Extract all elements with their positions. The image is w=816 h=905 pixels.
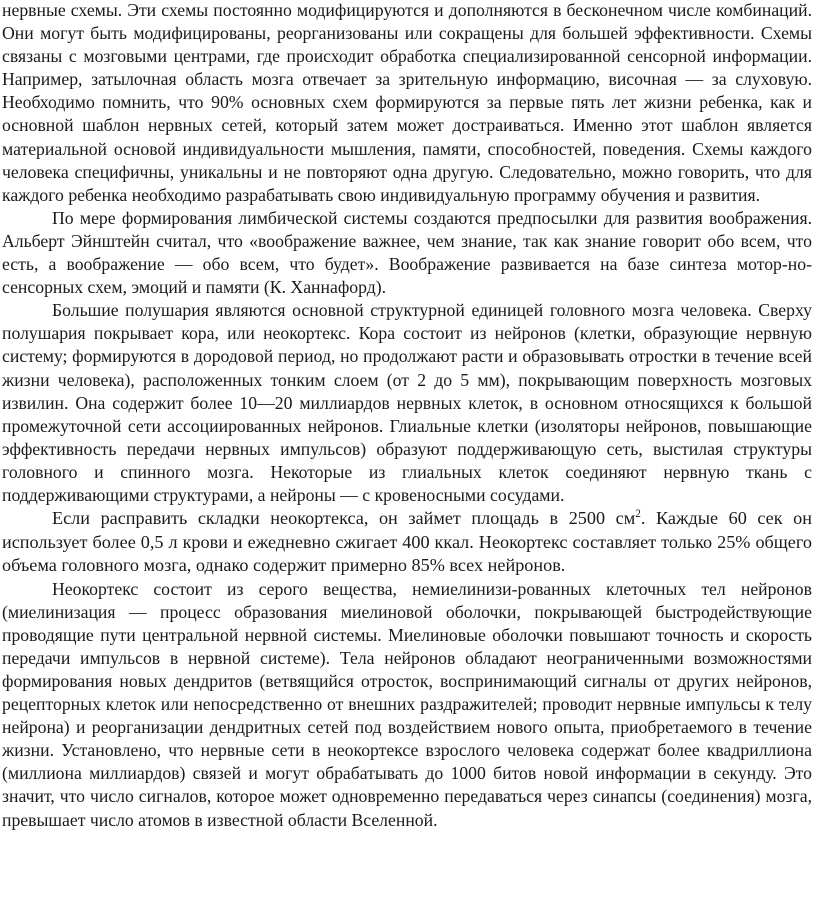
paragraph-neocortex-area-text-after: . Каждые 60 сек он использует более 0,5 л крови и ежедневно сжигает 400 ккал. Неокортекс составляет только 25% общего объема головного мозга, однако содержит примерно 85% всех нейронов.	[2, 508, 812, 576]
paragraph-hemispheres: Большие полушария являются основной структурной единицей головного мозга человека. Сверху полушария покрывает кора, или неокортекс. Кора состоит из нейронов (клетки, образующие нервную систему; формируются в дородовой период, но продолжают расти и образовывать отростки в течение всей жизни человека), расположенных тонким слоем (от 2 до 5 мм), покрывающим поверхность мозговых извилин. Она содержит более 10—20 миллиардов нервных клеток, в основном относящихся к большой промежуточной сети ассоциированных нейронов. Глиальные клетки (изоляторы нейронов, повышающие эффективность передачи нервных импульсов) образуют поддерживающую сеть, выстилая структуры головного и спинного мозга. Некоторые из глиальных клеток соединяют нервную ткань с поддерживающими структурами, а нейроны — с кровеносными сосудами.	[2, 300, 812, 505]
paragraph-neocortex-area-text-before: Если расправить складки неокортекса, он займет площадь в 2500 см	[52, 508, 636, 529]
paragraph-imagination: По мере формирования лимбической системы создаются предпосылки для развития воображения. Альберт Эйнштейн считал, что «воображение важнее, чем знание, так как знание говорит обо всем, что есть, а воображение — обо всем, что будет». Воображение развивается на базе синтеза мотор-но-сенсорных схем, эмоций и памяти (К. Ханнафорд).	[2, 207, 812, 298]
paragraph-continuation: нервные схемы. Эти схемы постоянно модифицируются и дополняются в бесконечном числе комбинаций. Они могут быть модифицированы, реорганизованы или сокращены для большей эффективности. Схемы связаны с мозговыми центрами, где происходит обработка специализированной сенсорной информации. Например, затылочная область мозга отвечает за зрительную информацию, височная — за слуховую. Необходимо помнить, что 90% основных схем формируются за первые пять лет жизни ребенка, как и основной шаблон нервных сетей, который затем может достраиваться. Именно этот шаблон является материальной основой индивидуальности мышления, памяти, способностей, поведения. Схемы каждого человека специфичны, уникальны и не повторяют одна другую. Следовательно, можно говорить, что для каждого ребенка необходимо разрабатывать свою индивидуальную программу обучения и развития.	[2, 0, 812, 205]
document-body	[2, 0, 812, 832]
paragraph-neocortex-structure: Неокортекс состоит из серого вещества, немиелинизи-рованных клеточных тел нейронов (миелинизация — процесс образования миелиновой оболочки, покрывающей быстродействующие проводящие пути центральной нервной системы. Миелиновые оболочки повышают точность и скорость передачи импульсов в нервной системе). Тела нейронов обладают неограниченными возможностями формирования новых дендритов (ветвящийся отросток, воспринимающий сигналы от других нейронов, рецепторных клеток или непосредственно от внешних раздражителей; проводит нервные импульсы к телу нейрона) и реорганизации дендритных сетей под воздействием нового опыта, приобретаемого в течение жизни. Установлено, что нервные сети в неокортексе взрослого человека содержат более квадриллиона (миллиона миллиардов) связей и могут обрабатывать до 1000 битов новой информации в секунду. Это значит, что число сигналов, которое может одновременно передаваться через синапсы (соединения) мозга, превышает число атомов в известной области Вселенной.	[2, 578, 812, 830]
superscript-squared: 2	[635, 508, 641, 520]
paragraph-neocortex-area	[2, 507, 812, 578]
